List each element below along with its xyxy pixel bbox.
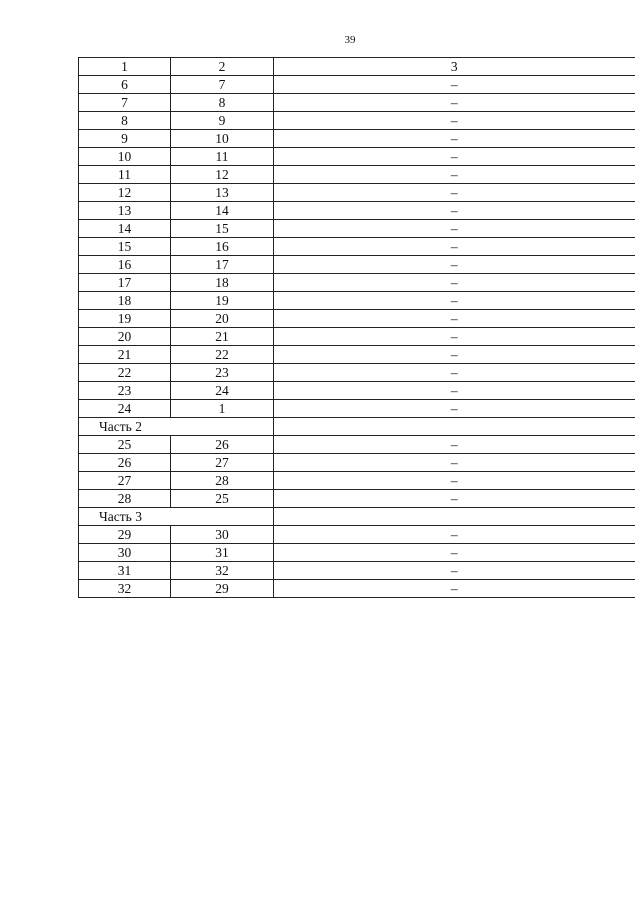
table-cell-col-1: 15 (79, 238, 171, 256)
section-empty-cell (274, 508, 635, 526)
table-row (79, 184, 635, 202)
table-body (79, 76, 635, 598)
section-row (79, 508, 635, 526)
table-row (79, 292, 635, 310)
table-row (79, 328, 635, 346)
table-cell-col-2: 19 (171, 292, 274, 310)
table-cell-col-2: 20 (171, 310, 274, 328)
table-cell-col-2: 14 (171, 202, 274, 220)
data-table (78, 57, 635, 598)
table-row (79, 490, 635, 508)
table-row (79, 112, 635, 130)
table-cell-col-2: 12 (171, 166, 274, 184)
table-row (79, 400, 635, 418)
table-cell-col-2: 32 (171, 562, 274, 580)
table-cell-col-1: 13 (79, 202, 171, 220)
table-cell-col-1: 24 (79, 400, 171, 418)
table-cell-col-2: 29 (171, 580, 274, 598)
table-cell-col-1: 25 (79, 436, 171, 454)
table-cell-col-2: 1 (171, 400, 274, 418)
section-label: Часть 2 (79, 418, 171, 436)
table-row (79, 310, 635, 328)
table-cell-col-2: 30 (171, 526, 274, 544)
table-cell-col-1: 16 (79, 256, 171, 274)
table-cell-col-3: – (274, 112, 635, 130)
table-cell-col-2: 25 (171, 490, 274, 508)
table-cell-col-2: 10 (171, 130, 274, 148)
table-cell-col-1: 30 (79, 544, 171, 562)
table-cell-col-3: – (274, 220, 635, 238)
section-row (79, 418, 635, 436)
table-cell-col-1: 14 (79, 220, 171, 238)
table-row (79, 382, 635, 400)
table-cell-col-3: – (274, 436, 635, 454)
table-row (79, 238, 635, 256)
table-cell-col-3: – (274, 130, 635, 148)
table-cell-col-1: 27 (79, 472, 171, 490)
table-row (79, 94, 635, 112)
table-cell-col-3: – (274, 364, 635, 382)
table-cell-col-2: 8 (171, 94, 274, 112)
table-cell-col-1: 9 (79, 130, 171, 148)
table-cell-col-2: 21 (171, 328, 274, 346)
table-cell-col-2: 7 (171, 76, 274, 94)
table-cell-col-3: – (274, 472, 635, 490)
table-cell-col-3: – (274, 400, 635, 418)
table-cell-col-1: 10 (79, 148, 171, 166)
table-row (79, 220, 635, 238)
table-row (79, 130, 635, 148)
table-cell-col-2: 27 (171, 454, 274, 472)
table-row (79, 472, 635, 490)
table-row (79, 436, 635, 454)
column-header-1: 1 (79, 58, 171, 76)
column-header-2: 2 (171, 58, 274, 76)
table-cell-col-1: 31 (79, 562, 171, 580)
table-cell-col-3: – (274, 202, 635, 220)
table-cell-col-3: – (274, 76, 635, 94)
table-cell-col-2: 16 (171, 238, 274, 256)
page-number: 39 (344, 34, 356, 46)
table-header-row (79, 58, 635, 76)
table-cell-col-1: 12 (79, 184, 171, 202)
table-cell-col-1: 7 (79, 94, 171, 112)
table-cell-col-3: – (274, 346, 635, 364)
table-row (79, 454, 635, 472)
section-empty-cell (274, 418, 635, 436)
table-cell-col-2: 15 (171, 220, 274, 238)
table-cell-col-1: 11 (79, 166, 171, 184)
table-cell-col-3: – (274, 292, 635, 310)
table-cell-col-1: 6 (79, 76, 171, 94)
table-cell-col-1: 19 (79, 310, 171, 328)
table-cell-col-2: 26 (171, 436, 274, 454)
table-row (79, 580, 635, 598)
table-cell-col-1: 28 (79, 490, 171, 508)
table-row (79, 346, 635, 364)
table-cell-col-3: – (274, 544, 635, 562)
table-cell-col-3: – (274, 184, 635, 202)
table-cell-col-1: 17 (79, 274, 171, 292)
table-cell-col-3: – (274, 148, 635, 166)
table-cell-col-2: 31 (171, 544, 274, 562)
table-row (79, 274, 635, 292)
table-cell-col-1: 22 (79, 364, 171, 382)
table-row (79, 202, 635, 220)
table-row (79, 256, 635, 274)
table-cell-col-3: – (274, 454, 635, 472)
table-row (79, 526, 635, 544)
table-cell-col-1: 23 (79, 382, 171, 400)
table-cell-col-3: – (274, 94, 635, 112)
table-cell-col-1: 8 (79, 112, 171, 130)
section-empty-cell (171, 508, 274, 526)
table-cell-col-3: – (274, 274, 635, 292)
table-cell-col-3: – (274, 382, 635, 400)
table-cell-col-3: – (274, 238, 635, 256)
table-cell-col-2: 22 (171, 346, 274, 364)
table-cell-col-1: 29 (79, 526, 171, 544)
table-cell-col-2: 9 (171, 112, 274, 130)
table-cell-col-2: 23 (171, 364, 274, 382)
table-cell-col-1: 26 (79, 454, 171, 472)
table-row (79, 364, 635, 382)
table-cell-col-3: – (274, 580, 635, 598)
table-cell-col-2: 17 (171, 256, 274, 274)
table-row (79, 76, 635, 94)
table-cell-col-1: 20 (79, 328, 171, 346)
table-cell-col-2: 24 (171, 382, 274, 400)
section-label: Часть 3 (79, 508, 171, 526)
table-cell-col-3: – (274, 526, 635, 544)
table-cell-col-2: 11 (171, 148, 274, 166)
table-cell-col-3: – (274, 310, 635, 328)
table-row (79, 544, 635, 562)
table-cell-col-3: – (274, 256, 635, 274)
table-cell-col-3: – (274, 490, 635, 508)
table-cell-col-2: 13 (171, 184, 274, 202)
table-cell-col-3: – (274, 562, 635, 580)
table-row (79, 562, 635, 580)
table-cell-col-1: 18 (79, 292, 171, 310)
table-cell-col-2: 28 (171, 472, 274, 490)
table-cell-col-2: 18 (171, 274, 274, 292)
table-cell-col-3: – (274, 166, 635, 184)
table-cell-col-1: 32 (79, 580, 171, 598)
table-cell-col-3: – (274, 328, 635, 346)
table-row (79, 148, 635, 166)
table-row (79, 166, 635, 184)
section-empty-cell (171, 418, 274, 436)
column-header-3: 3 (274, 58, 635, 76)
table-cell-col-1: 21 (79, 346, 171, 364)
